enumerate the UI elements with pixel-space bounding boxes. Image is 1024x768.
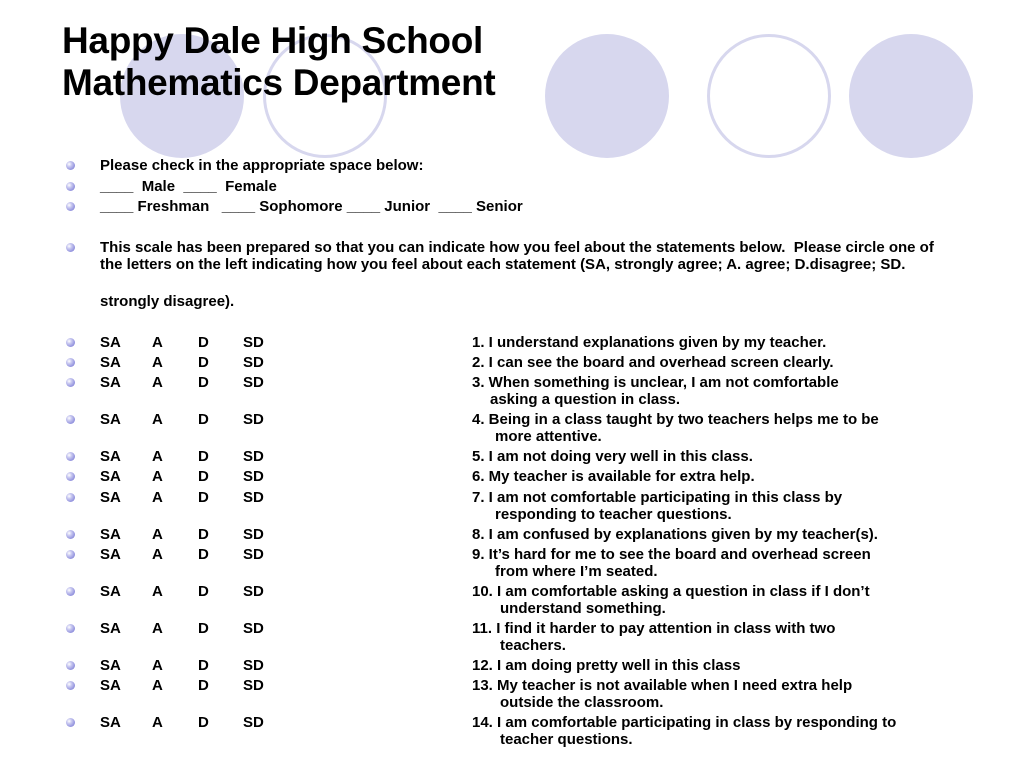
statement-text-cont: teacher questions. <box>500 731 633 748</box>
option-sd[interactable]: SD <box>243 526 264 543</box>
bullet-icon <box>66 624 75 633</box>
bullet-icon <box>66 472 75 481</box>
option-sd[interactable]: SD <box>243 374 264 391</box>
decor-circle-3 <box>545 34 669 158</box>
statement-text: 13. My teacher is not available when I need extra help <box>472 677 853 694</box>
option-d[interactable]: D <box>198 374 209 391</box>
statement-text: 4. Being in a class taught by two teachers helps me to be <box>472 411 879 428</box>
option-a[interactable]: A <box>152 354 163 371</box>
statement-text: 1. I understand explanations given by my teacher. <box>472 334 827 351</box>
option-a[interactable]: A <box>152 583 163 600</box>
bullet-icon <box>66 550 75 559</box>
statement-text-cont: asking a question in class. <box>490 391 681 408</box>
option-sa[interactable]: SA <box>100 526 121 543</box>
bullet-icon <box>66 182 75 191</box>
statement-text-cont: teachers. <box>500 637 566 654</box>
option-sd[interactable]: SD <box>243 620 264 637</box>
bullet-icon <box>66 358 75 367</box>
bullet-icon <box>66 243 75 252</box>
title-line-1: Happy Dale High School <box>62 20 484 61</box>
option-a[interactable]: A <box>152 526 163 543</box>
option-a[interactable]: A <box>152 411 163 428</box>
statement-text: 5. I am not doing very well in this class. <box>472 448 753 465</box>
option-sa[interactable]: SA <box>100 468 121 485</box>
bullet-icon <box>66 202 75 211</box>
option-a[interactable]: A <box>152 620 163 637</box>
statement-text: 8. I am confused by explanations given by my teacher(s). <box>472 526 878 543</box>
bullet-icon <box>66 530 75 539</box>
option-sd[interactable]: SD <box>243 334 264 351</box>
option-d[interactable]: D <box>198 546 209 563</box>
bullet-icon <box>66 718 75 727</box>
option-sa[interactable]: SA <box>100 714 121 731</box>
statement-text: 6. My teacher is available for extra help. <box>472 468 755 485</box>
bullet-icon <box>66 161 75 170</box>
option-d[interactable]: D <box>198 620 209 637</box>
option-sd[interactable]: SD <box>243 489 264 506</box>
option-sa[interactable]: SA <box>100 354 121 371</box>
option-sa[interactable]: SA <box>100 620 121 637</box>
option-sd[interactable]: SD <box>243 546 264 563</box>
statement-text-cont: outside the classroom. <box>500 694 664 711</box>
option-a[interactable]: A <box>152 677 163 694</box>
decor-circle-4 <box>707 34 831 158</box>
option-sd[interactable]: SD <box>243 657 264 674</box>
option-sa[interactable]: SA <box>100 657 121 674</box>
option-d[interactable]: D <box>198 526 209 543</box>
option-d[interactable]: D <box>198 657 209 674</box>
option-d[interactable]: D <box>198 677 209 694</box>
statement-text-cont: more attentive. <box>495 428 602 445</box>
option-sa[interactable]: SA <box>100 448 121 465</box>
option-sd[interactable]: SD <box>243 448 264 465</box>
option-d[interactable]: D <box>198 468 209 485</box>
bullet-icon <box>66 681 75 690</box>
option-a[interactable]: A <box>152 334 163 351</box>
option-sa[interactable]: SA <box>100 546 121 563</box>
option-sd[interactable]: SD <box>243 714 264 731</box>
option-sa[interactable]: SA <box>100 334 121 351</box>
option-sa[interactable]: SA <box>100 411 121 428</box>
statement-text: 14. I am comfortable participating in class by responding to <box>472 714 897 731</box>
option-a[interactable]: A <box>152 489 163 506</box>
page-title <box>62 20 495 104</box>
bullet-icon <box>66 587 75 596</box>
statement-text: 2. I can see the board and overhead screen clearly. <box>472 354 834 371</box>
option-a[interactable]: A <box>152 374 163 391</box>
option-d[interactable]: D <box>198 411 209 428</box>
statement-text: 10. I am comfortable asking a question in class if I don’t <box>472 583 870 600</box>
option-sd[interactable]: SD <box>243 354 264 371</box>
option-d[interactable]: D <box>198 583 209 600</box>
statement-text-cont: from where I’m seated. <box>495 563 658 580</box>
title-line-2: Mathematics Department <box>62 62 496 103</box>
bullet-icon <box>66 452 75 461</box>
option-sa[interactable]: SA <box>100 374 121 391</box>
decor-circle-5 <box>849 34 973 158</box>
option-d[interactable]: D <box>198 334 209 351</box>
statement-text: 12. I am doing pretty well in this class <box>472 657 741 674</box>
statement-text-cont: responding to teacher questions. <box>495 506 732 523</box>
option-a[interactable]: A <box>152 657 163 674</box>
option-a[interactable]: A <box>152 714 163 731</box>
option-a[interactable]: A <box>152 468 163 485</box>
option-sd[interactable]: SD <box>243 583 264 600</box>
option-d[interactable]: D <box>198 714 209 731</box>
option-sd[interactable]: SD <box>243 677 264 694</box>
option-a[interactable]: A <box>152 448 163 465</box>
statement-text-cont: understand something. <box>500 600 666 617</box>
option-sd[interactable]: SD <box>243 468 264 485</box>
bullet-icon <box>66 415 75 424</box>
option-d[interactable]: D <box>198 354 209 371</box>
statement-text: 7. I am not comfortable participating in this class by <box>472 489 843 506</box>
statement-text: 3. When something is unclear, I am not comfortable <box>472 374 839 391</box>
bullet-icon <box>66 378 75 387</box>
option-sa[interactable]: SA <box>100 583 121 600</box>
statement-text: 11. I find it harder to pay attention in class with two <box>472 620 836 637</box>
bullet-icon <box>66 661 75 670</box>
option-sa[interactable]: SA <box>100 489 121 506</box>
statement-text: 9. It’s hard for me to see the board and overhead screen <box>472 546 871 563</box>
option-a[interactable]: A <box>152 546 163 563</box>
bullet-icon <box>66 493 75 502</box>
option-d[interactable]: D <box>198 448 209 465</box>
bullet-icon <box>66 338 75 347</box>
option-sd[interactable]: SD <box>243 411 264 428</box>
option-sa[interactable]: SA <box>100 677 121 694</box>
option-d[interactable]: D <box>198 489 209 506</box>
